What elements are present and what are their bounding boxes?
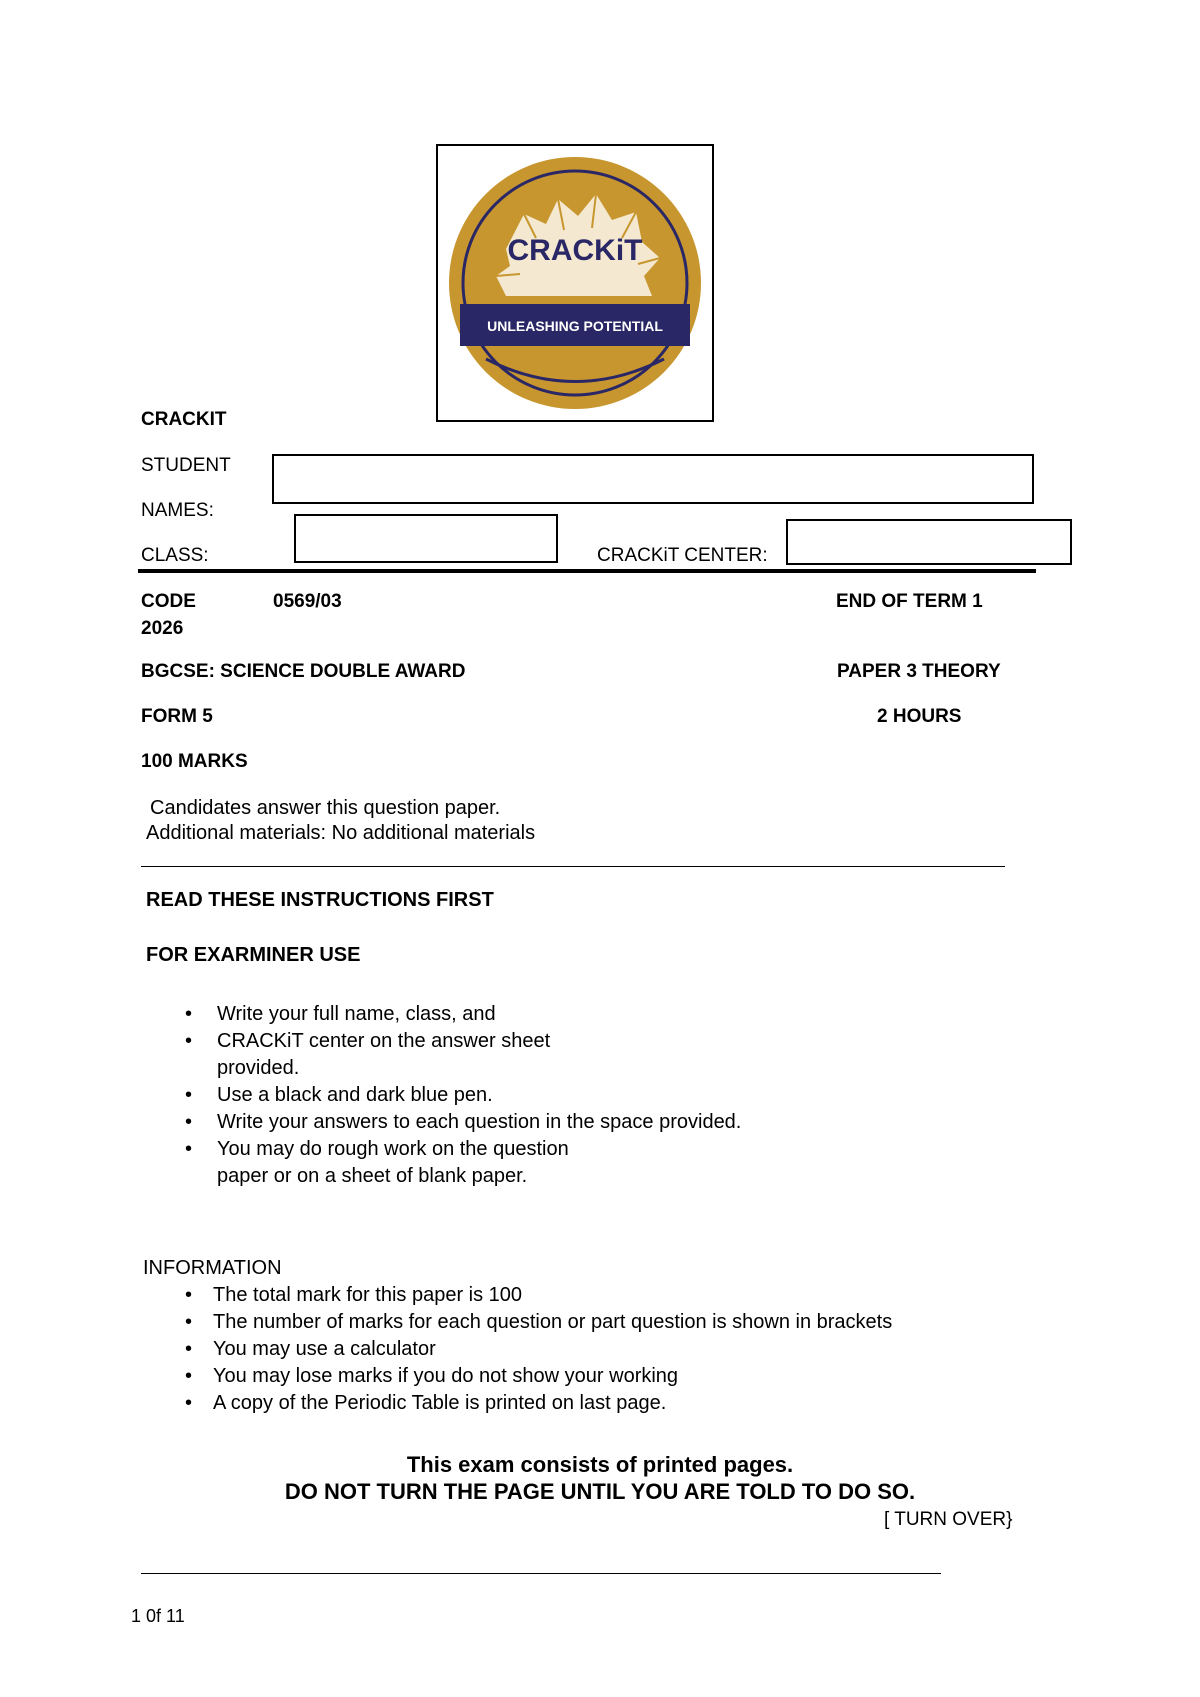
logo-tagline: UNLEASHING POTENTIAL [487, 318, 663, 334]
section-divider [141, 866, 1005, 867]
paper: PAPER 3 THEORY [837, 661, 1001, 682]
student-label-1: STUDENT [141, 455, 231, 476]
code-value: 0569/03 [273, 591, 342, 612]
instructions-heading: READ THESE INSTRUCTIONS FIRST [146, 889, 494, 911]
information-item: • You may lose marks if you do not show your working [145, 1363, 892, 1390]
logo-frame [436, 144, 714, 422]
org-name: CRACKIT [141, 409, 227, 430]
marks: 100 MARKS [141, 751, 248, 772]
instruction-item: • You may do rough work on the question paper or on a sheet of blank paper. [145, 1136, 607, 1190]
class-field[interactable] [294, 514, 558, 563]
information-item: • The total mark for this paper is 100 [145, 1282, 892, 1309]
student-names-field[interactable] [272, 454, 1034, 504]
instruction-item: • Write your answers to each question in the space provided. [145, 1109, 741, 1136]
information-item: • You may use a calculator [145, 1336, 892, 1363]
information-item: • The number of marks for each question or part question is shown in brackets [145, 1309, 892, 1336]
header-divider [138, 569, 1036, 573]
footer-divider [141, 1573, 941, 1574]
center-field[interactable] [786, 519, 1072, 565]
instruction-item: • Write your full name, class, and [145, 1001, 741, 1028]
crackit-logo [446, 154, 704, 412]
do-not-turn: DO NOT TURN THE PAGE UNTIL YOU ARE TOLD TO DO SO. [284, 1479, 916, 1504]
class-label: CLASS: [141, 545, 209, 566]
code-label: CODE [141, 591, 196, 612]
logo-brand-text: CRACKiT [507, 234, 643, 267]
instruction-item: • Use a black and dark blue pen. [145, 1082, 741, 1109]
exam-consists: This exam consists of printed pages. [406, 1452, 794, 1477]
instructions-list [145, 1001, 741, 1190]
year: 2026 [141, 618, 184, 639]
examiner-heading: FOR EXARMINER USE [146, 944, 361, 966]
turn-over: [ TURN OVER} [884, 1509, 1013, 1530]
term: END OF TERM 1 [836, 591, 983, 612]
candidates-note: Candidates answer this question paper. [150, 797, 501, 819]
information-heading: INFORMATION [143, 1257, 282, 1279]
information-list [145, 1282, 892, 1417]
information-item: • A copy of the Periodic Table is printed on last page. [145, 1390, 892, 1417]
materials-note: Additional materials: No additional materials [146, 822, 536, 844]
duration: 2 HOURS [877, 706, 962, 727]
form: FORM 5 [141, 706, 213, 727]
subject: BGCSE: SCIENCE DOUBLE AWARD [141, 661, 466, 682]
page-number: 1 0f 11 [131, 1606, 185, 1626]
student-label-2: NAMES: [141, 500, 214, 521]
center-label: CRACKiT CENTER: [597, 545, 768, 566]
instruction-item: • CRACKiT center on the answer sheet provided. [145, 1028, 607, 1082]
